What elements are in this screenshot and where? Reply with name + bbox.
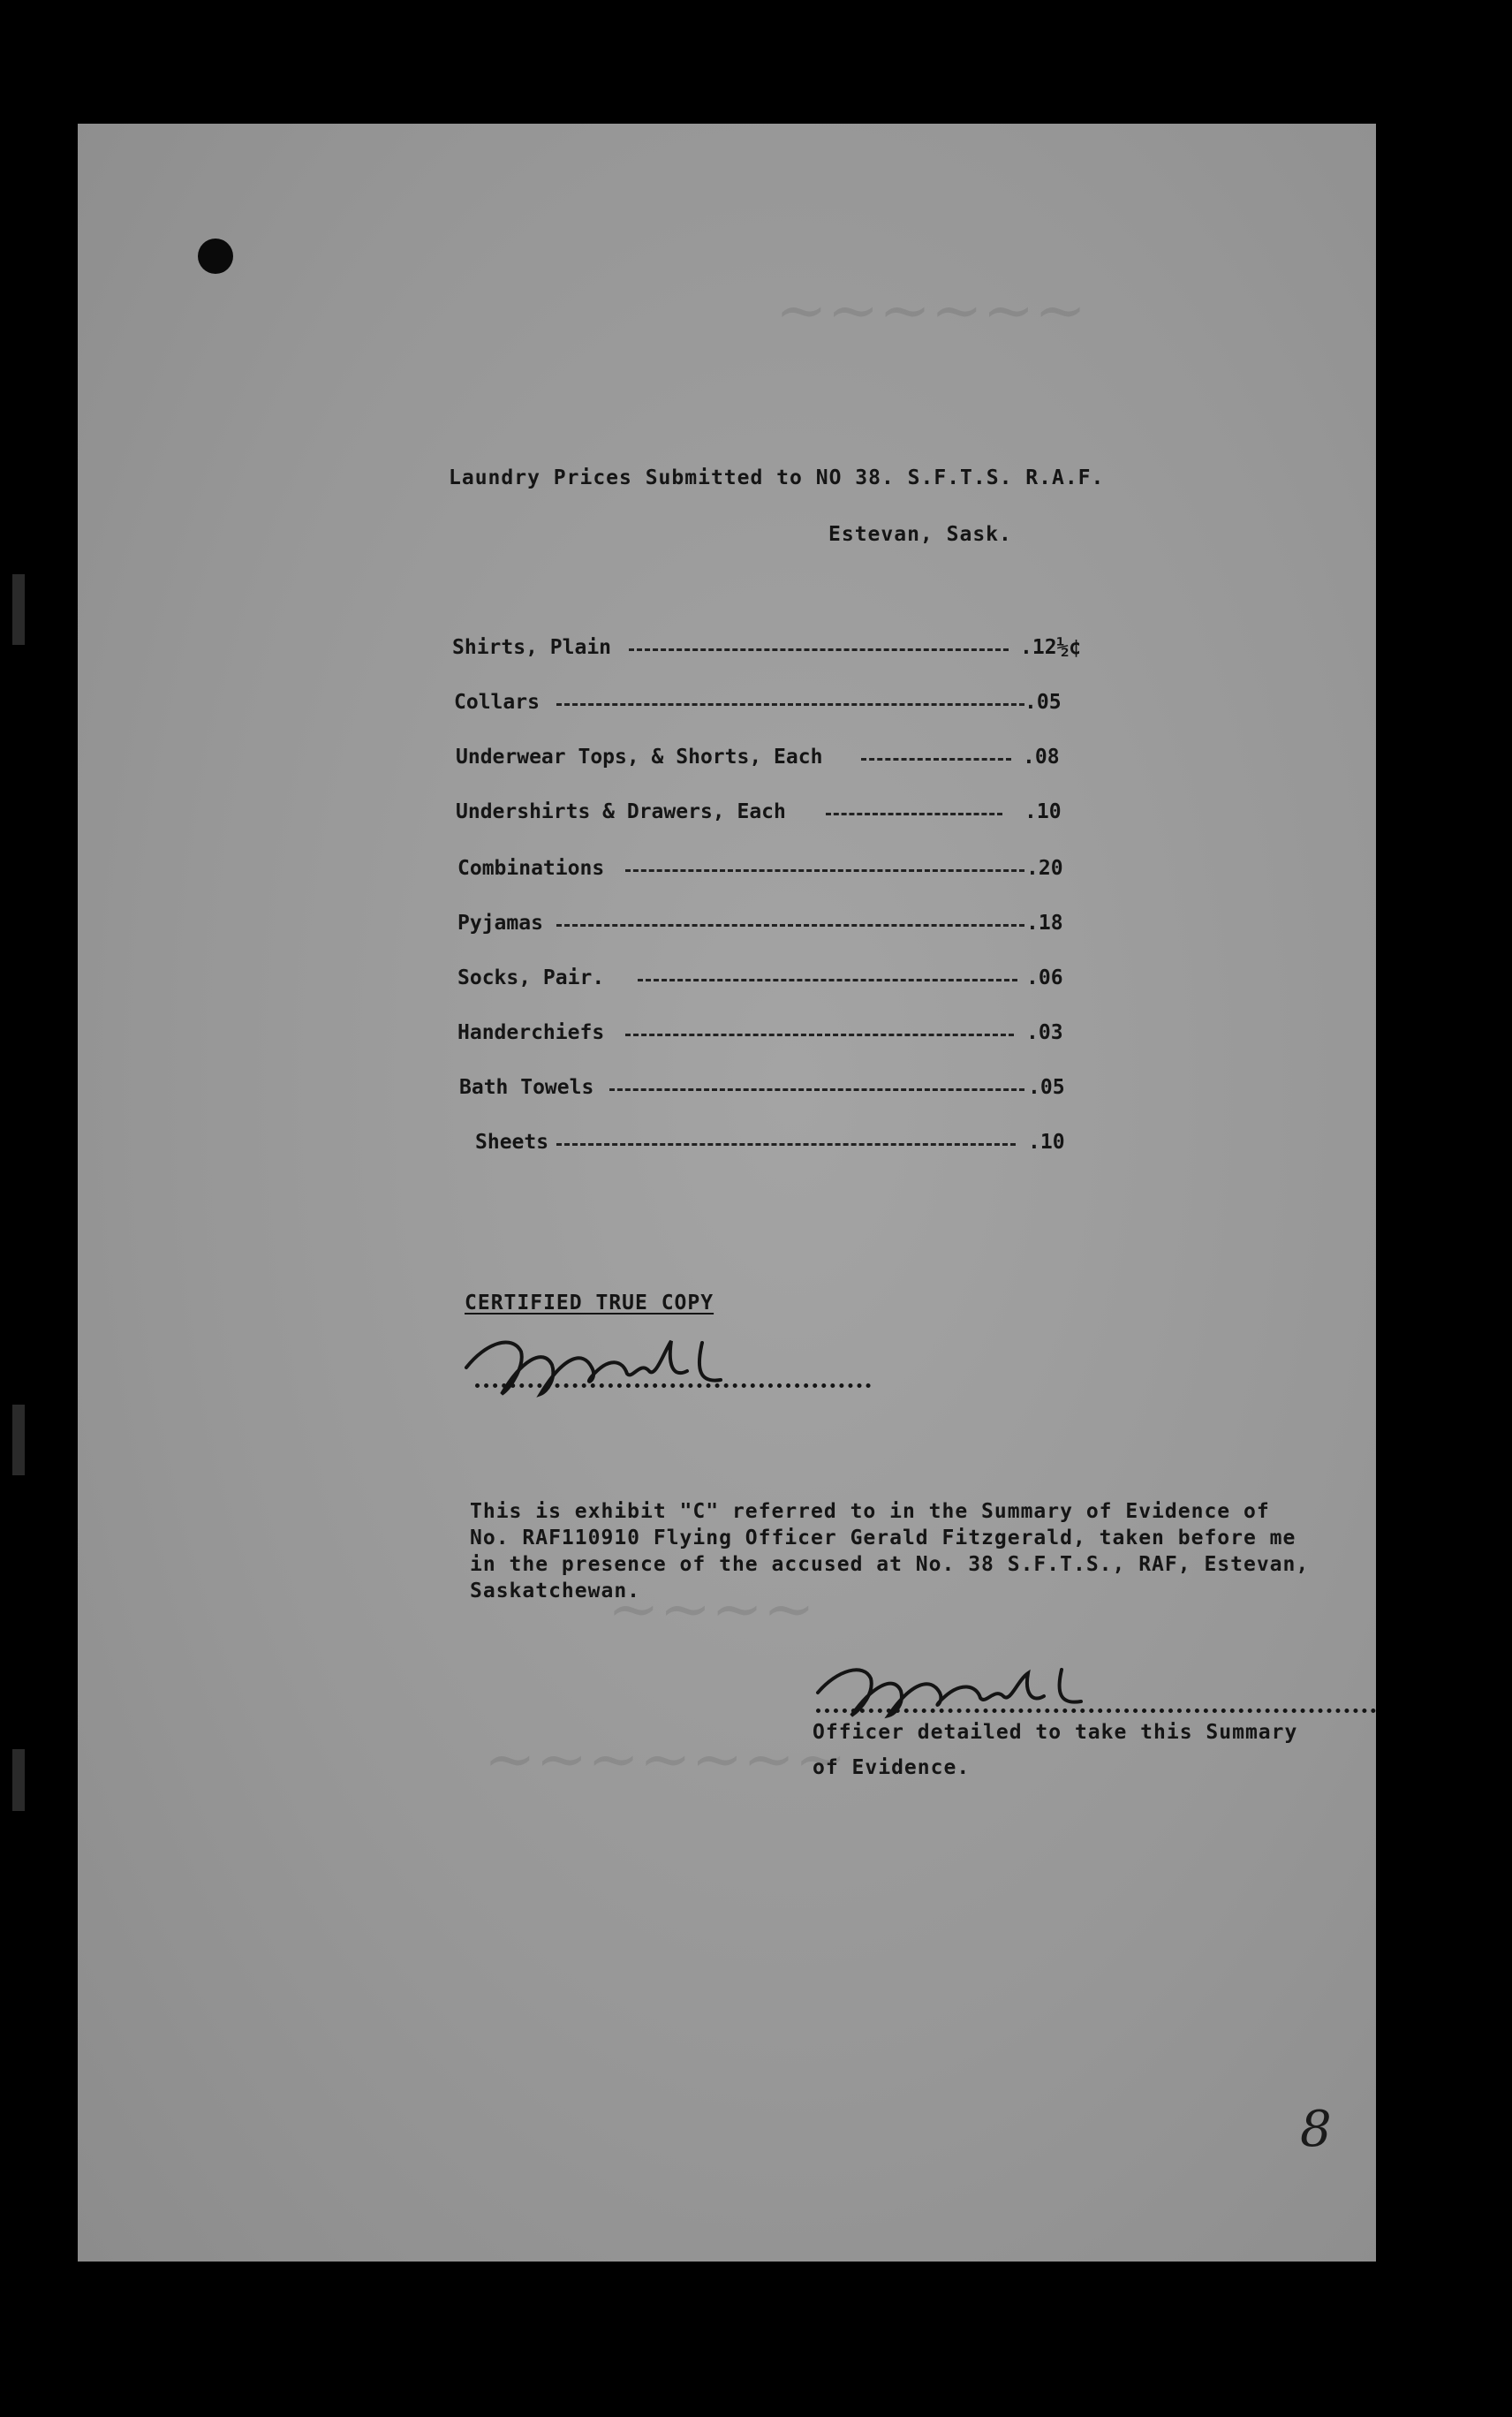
officer-signature bbox=[813, 1654, 1130, 1724]
dash-leader bbox=[556, 703, 1024, 706]
price-row bbox=[0, 1131, 1512, 1157]
dash-leader bbox=[609, 1088, 1024, 1091]
document-page bbox=[78, 124, 1376, 2262]
price-value: .12½¢ bbox=[1020, 636, 1082, 659]
dash-leader bbox=[638, 979, 1017, 981]
punch-hole bbox=[198, 239, 233, 274]
price-item-name: Sheets bbox=[475, 1131, 549, 1154]
price-value: .05 bbox=[1024, 691, 1062, 714]
bleed-through-mark: ~~~~~~ bbox=[775, 274, 1086, 346]
price-row bbox=[0, 912, 1512, 938]
scan-edge-mark bbox=[12, 1749, 25, 1811]
price-item-name: Undershirts & Drawers, Each bbox=[456, 800, 786, 823]
price-value: .03 bbox=[1026, 1021, 1063, 1044]
price-value: .08 bbox=[1023, 746, 1060, 769]
price-row bbox=[0, 636, 1512, 663]
price-row bbox=[0, 746, 1512, 772]
dash-leader bbox=[625, 869, 1024, 872]
exhibit-text-line: Saskatchewan. bbox=[470, 1580, 641, 1602]
dash-leader bbox=[625, 1034, 1014, 1036]
price-value: .18 bbox=[1026, 912, 1063, 935]
price-item-name: Bath Towels bbox=[459, 1076, 594, 1099]
price-item-name: Socks, Pair. bbox=[457, 966, 605, 989]
price-row bbox=[0, 966, 1512, 993]
price-value: .20 bbox=[1026, 857, 1063, 880]
dash-leader bbox=[556, 924, 1024, 927]
certified-label: CERTIFIED TRUE COPY bbox=[465, 1292, 714, 1315]
bleed-through-mark: ~~~~ bbox=[608, 1572, 815, 1645]
price-row bbox=[0, 1076, 1512, 1102]
page-number: 8 bbox=[1300, 2101, 1332, 2158]
bleed-through-mark: ~~~~~~~ bbox=[484, 1723, 847, 1795]
exhibit-text-line: No. RAF110910 Flying Officer Gerald Fitzgerald, taken before me bbox=[470, 1527, 1297, 1549]
price-item-name: Combinations bbox=[457, 857, 605, 880]
certifier-signature bbox=[459, 1325, 751, 1405]
price-value: .05 bbox=[1028, 1076, 1065, 1099]
price-item-name: Pyjamas bbox=[457, 912, 543, 935]
price-value: .10 bbox=[1028, 1131, 1065, 1154]
scan-edge-mark bbox=[12, 1405, 25, 1475]
dash-leader bbox=[556, 1143, 1016, 1146]
signature-caption-line: Officer detailed to take this Summary bbox=[813, 1721, 1298, 1744]
scan-edge-mark bbox=[12, 574, 25, 645]
price-item-name: Underwear Tops, & Shorts, Each bbox=[456, 746, 823, 769]
signature-dotted-line bbox=[475, 1383, 871, 1388]
price-item-name: Shirts, Plain bbox=[452, 636, 612, 659]
price-item-name: Handerchiefs bbox=[457, 1021, 605, 1044]
dash-leader bbox=[861, 758, 1011, 761]
exhibit-text-line: in the presence of the accused at No. 38 S.F.T.S., RAF, Estevan, bbox=[470, 1553, 1310, 1576]
price-value: .06 bbox=[1026, 966, 1063, 989]
document-heading: Laundry Prices Submitted to NO 38. S.F.T.S. R.A.F. bbox=[449, 466, 1105, 489]
signature-dotted-line bbox=[816, 1709, 1376, 1713]
dash-leader bbox=[826, 813, 1002, 815]
document-location: Estevan, Sask. bbox=[828, 523, 1012, 546]
price-row bbox=[0, 857, 1512, 883]
price-row bbox=[0, 1021, 1512, 1048]
price-row bbox=[0, 800, 1512, 827]
signature-caption-line: of Evidence. bbox=[813, 1756, 971, 1779]
dash-leader bbox=[629, 648, 1009, 651]
price-row bbox=[0, 691, 1512, 717]
exhibit-text-line: This is exhibit "C" referred to in the Summary of Evidence of bbox=[470, 1500, 1270, 1523]
price-value: .10 bbox=[1024, 800, 1062, 823]
price-item-name: Collars bbox=[454, 691, 540, 714]
